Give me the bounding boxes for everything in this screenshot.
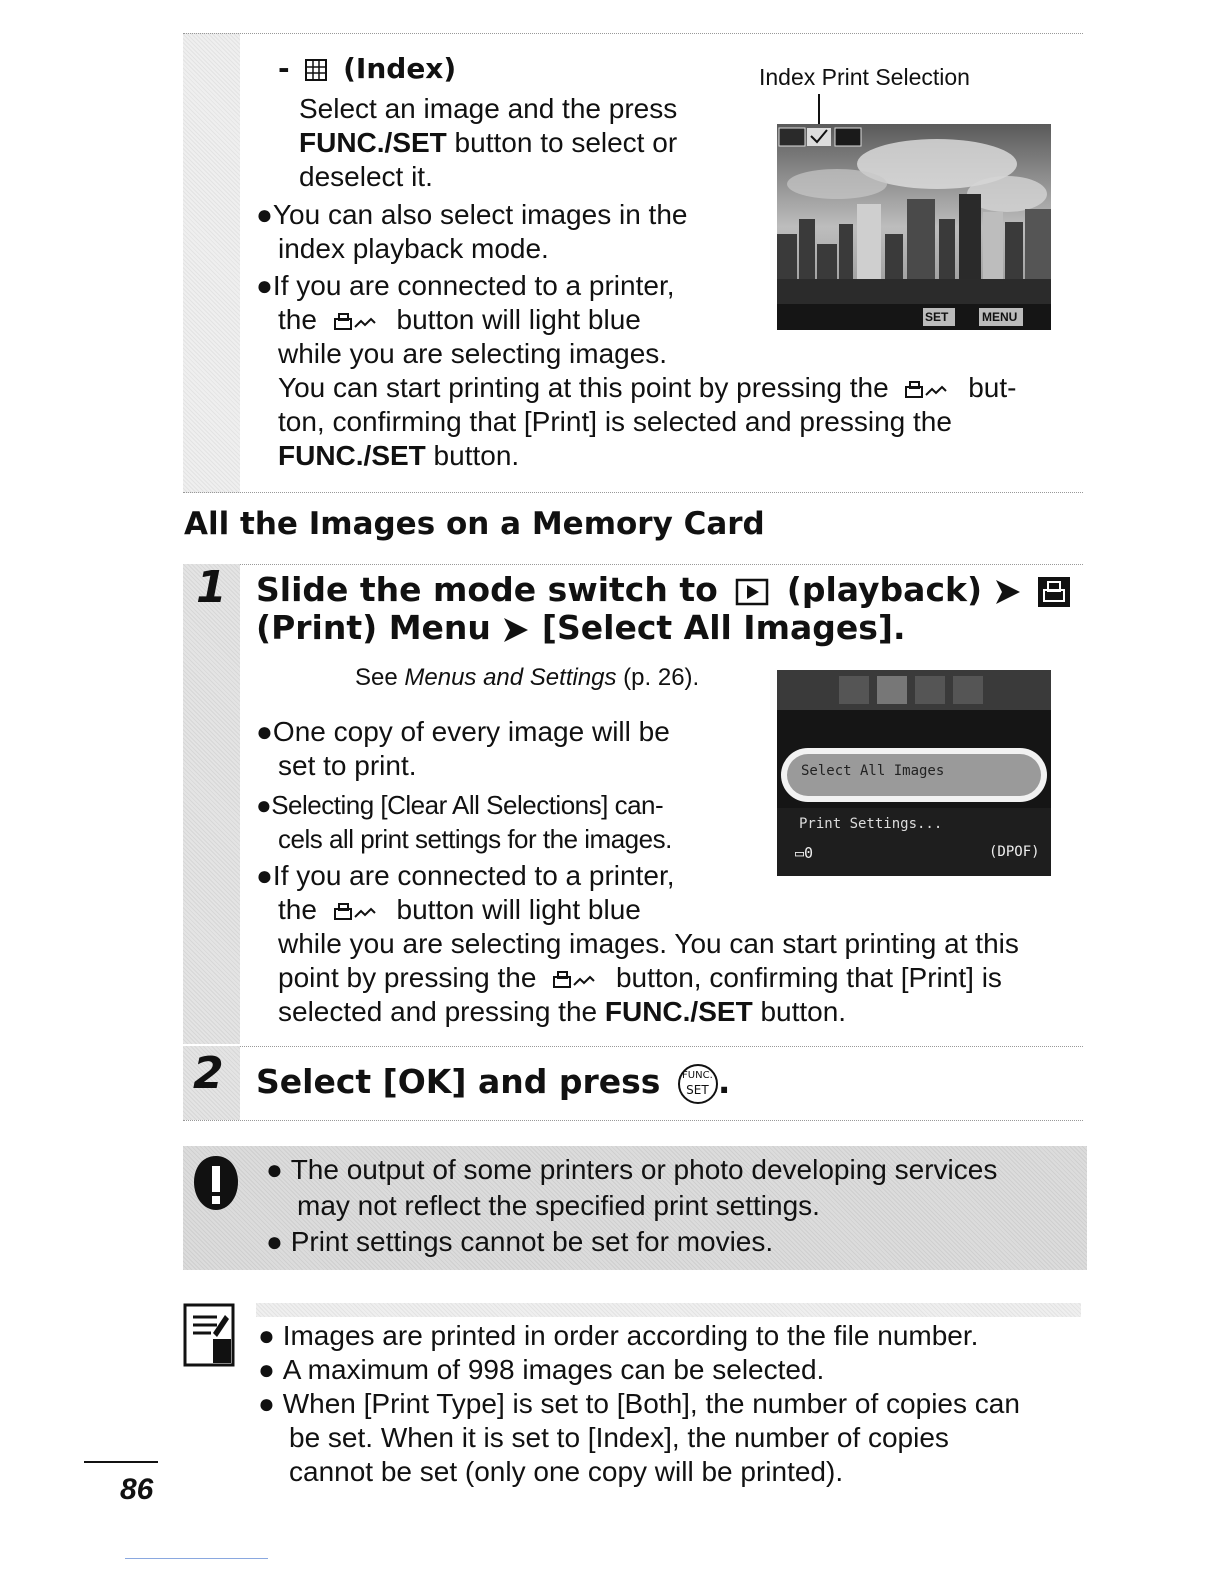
- figure-caption: Index Print Selection: [759, 64, 970, 90]
- print-share-icon: [550, 969, 600, 991]
- step-2-top-divider: [183, 1046, 1083, 1047]
- index-bullet-2-cont-2: while you are selecting images.: [278, 338, 668, 369]
- index-bullet-1: ●You can also select images in the: [256, 199, 688, 230]
- index-text-line-3: deselect it.: [299, 161, 433, 192]
- note-bullet-3-cont-2: cannot be set (only one copy will be printed).: [289, 1456, 844, 1487]
- step-1-bullet-3: ●If you are connected to a printer,: [256, 860, 675, 891]
- index-grid-icon: [305, 59, 327, 81]
- step-2-number: 2: [193, 1048, 224, 1099]
- caution-bullet-1-cont: may not reflect the specified print settings.: [297, 1190, 820, 1221]
- screen-copy-count: ▭0: [795, 844, 814, 862]
- step-1-para-line-1: while you are selecting images. You can start printing at this: [278, 928, 1019, 959]
- index-bullet-2: ●If you are connected to a printer,: [256, 270, 675, 301]
- index-bullet-1-cont: index playback mode.: [278, 233, 549, 264]
- caution-bullet-2: ● Print settings cannot be set for movies.: [266, 1226, 774, 1257]
- note-header-bar: [256, 1303, 1081, 1317]
- note-bullet-3: ● When [Print Type] is set to [Both], the number of copies can: [258, 1388, 1020, 1419]
- step-1-sidebar: [183, 564, 240, 1044]
- playback-icon: [735, 578, 769, 606]
- print-share-icon: [902, 379, 952, 401]
- screen-print-settings: Print Settings...: [799, 816, 943, 832]
- step-1-top-divider: [183, 564, 1083, 565]
- index-para-line-3: FUNC./SET button.: [278, 440, 520, 471]
- func-set-button-icon: [678, 1064, 718, 1104]
- step-1-bullet-1-cont: set to print.: [278, 750, 417, 781]
- step-1-see-reference: See Menus and Settings (p. 26).: [355, 664, 700, 691]
- step-1-para-line-2: point by pressing the button, confirming that [Print] is: [278, 962, 1002, 993]
- note-bullet-1: ● Images are printed in order according to the file number.: [258, 1320, 979, 1351]
- set-label: SET: [686, 1082, 709, 1097]
- print-share-icon: [331, 901, 381, 923]
- step-2-title: Select [OK] and press FUNC. SET .: [256, 1062, 730, 1104]
- city-skyline-image: [777, 124, 1051, 330]
- index-section-bottom-divider: [183, 492, 1083, 493]
- page-number-rule: [84, 1461, 158, 1463]
- step-1-bullet-1: ●One copy of every image will be: [256, 716, 670, 747]
- step-1-number: 1: [196, 562, 227, 613]
- note-icon: [183, 1303, 235, 1367]
- bottom-edge-mark: [125, 1558, 268, 1559]
- screen-set-badge: SET: [925, 310, 949, 324]
- section-title: All the Images on a Memory Card: [184, 506, 765, 542]
- top-divider: [183, 33, 1083, 34]
- screen-dpof-label: (DPOF): [989, 844, 1040, 860]
- func-label: FUNC.: [682, 1069, 713, 1081]
- index-section-sidebar: [183, 33, 240, 493]
- index-text-line-1: Select an image and the press: [299, 93, 678, 124]
- step-1-bullet-2-cont: cels all print settings for the images.: [278, 824, 672, 854]
- print-share-icon: [331, 311, 381, 333]
- caution-bullet-1: ● The output of some printers or photo developing services: [266, 1154, 998, 1185]
- step-1-bullet-3-cont: the button will light blue: [278, 894, 641, 925]
- step-1-bullet-2: ●Selecting [Clear All Selections] can-: [256, 790, 664, 820]
- step-1-para-line-3: selected and pressing the FUNC./SET button.: [278, 996, 847, 1027]
- caution-icon: [190, 1154, 242, 1214]
- screen-menu-badge: MENU: [982, 310, 1018, 324]
- step-1-title-line-2: (Print) Menu [Select All Images].: [256, 608, 906, 647]
- index-text-line-2: FUNC./SET button to select or: [299, 127, 678, 158]
- note-bullet-2: ● A maximum of 998 images can be selected.: [258, 1354, 825, 1385]
- step-1-title-line-1: Slide the mode switch to (playback): [256, 570, 1071, 609]
- arrow-right-icon: [502, 616, 530, 644]
- screen-select-all-item: Select All Images: [801, 763, 945, 779]
- step-2-bottom-divider: [183, 1120, 1083, 1121]
- index-bullet-2-cont: the button will light blue: [278, 304, 641, 335]
- camera-screen-print-menu: [777, 670, 1051, 876]
- index-para-line-1: You can start printing at this point by pressing the but-: [278, 372, 1017, 403]
- index-subhead: - (Index): [278, 52, 457, 85]
- print-menu-icon: [1037, 576, 1071, 608]
- index-para-line-2: ton, confirming that [Print] is selected and pressing the: [278, 406, 952, 437]
- note-bullet-3-cont-1: be set. When it is set to [Index], the number of copies: [289, 1422, 949, 1453]
- camera-screen-index: [777, 124, 1051, 330]
- page-number: 86: [120, 1473, 154, 1506]
- arrow-right-icon: [994, 578, 1022, 606]
